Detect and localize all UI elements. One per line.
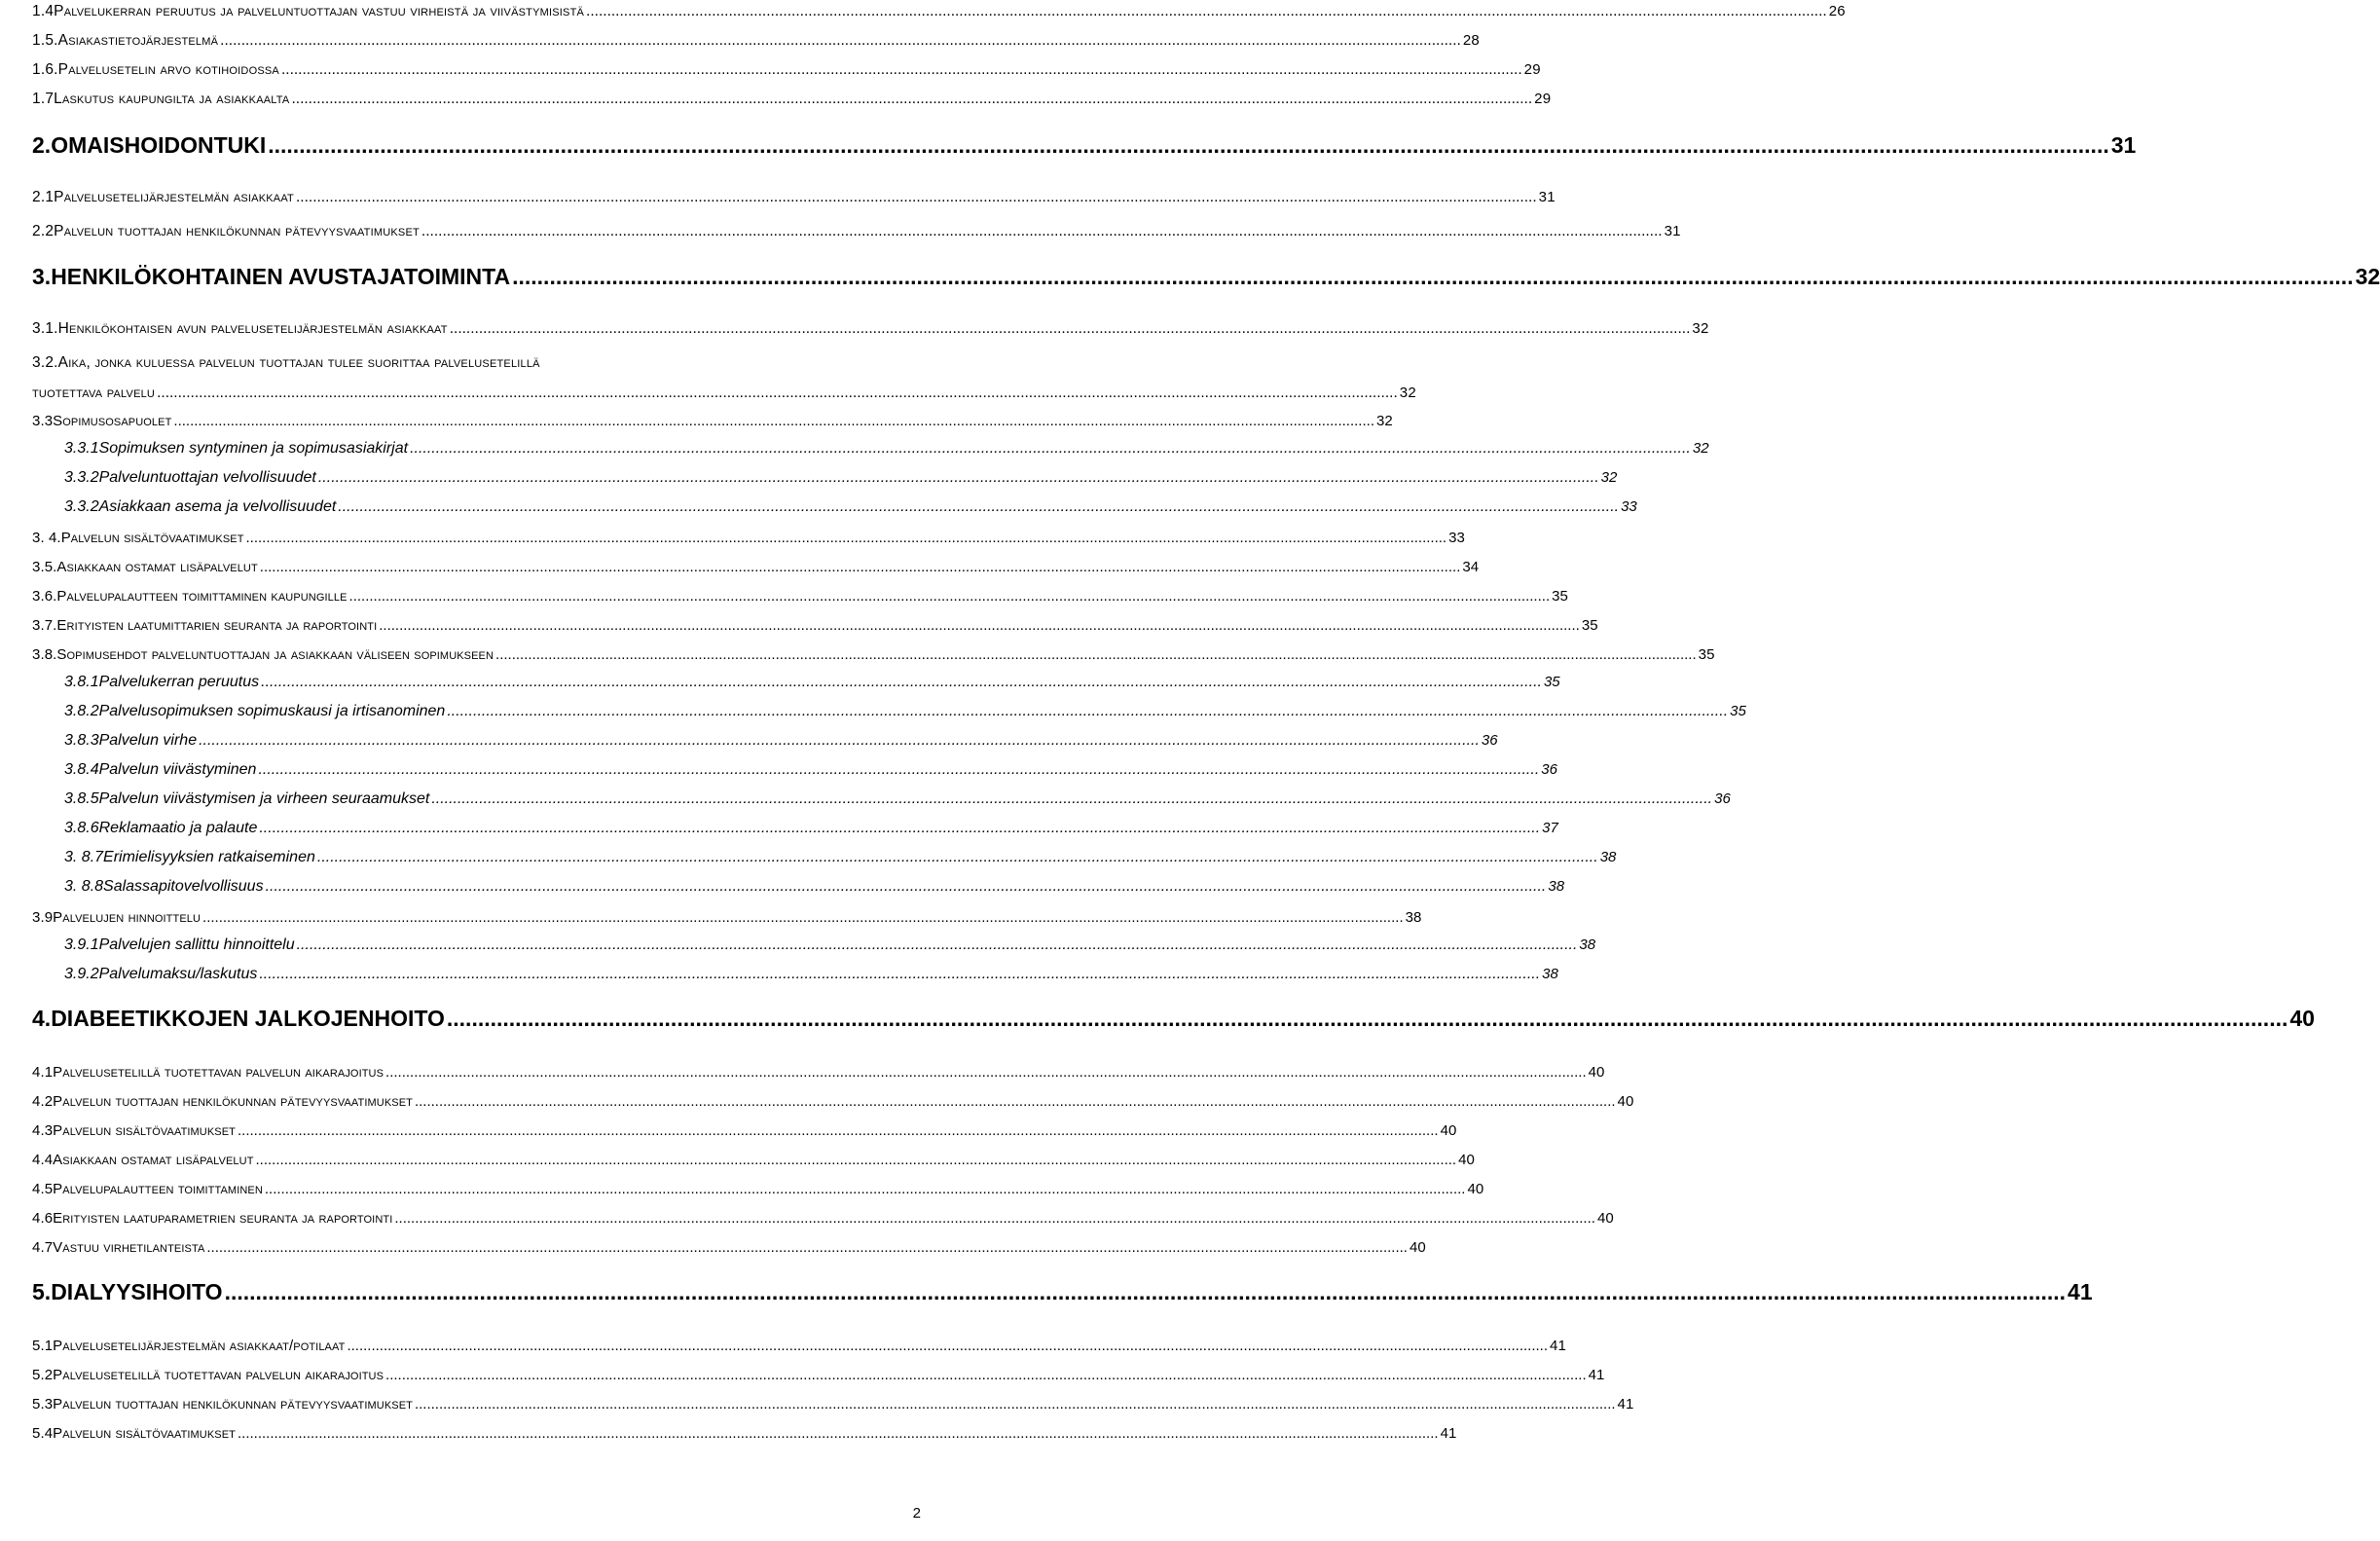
toc-entry-page: 36	[1714, 790, 1731, 807]
toc-entry-number: 3.8.6	[64, 820, 99, 836]
toc-entry-number: 5.4	[32, 1425, 54, 1442]
toc-entry[interactable]	[32, 32, 1480, 50]
dot-leader	[318, 469, 1599, 487]
toc-entry[interactable]	[32, 354, 923, 372]
dot-leader	[379, 617, 1580, 634]
toc-entry-page: 29	[1523, 61, 1541, 78]
toc-entry-number: 3.3.2	[64, 498, 99, 515]
toc-entry-page: 41	[1550, 1338, 1566, 1354]
toc-entry-number: 2.2	[32, 223, 55, 239]
dot-leader	[421, 223, 1663, 240]
dot-leader	[206, 1239, 1408, 1256]
toc-entry-title: Erityisten laatuparametrien seuranta ja raportointi	[53, 1210, 393, 1227]
toc-entry-number: 5.1	[32, 1338, 54, 1354]
toc-entry-number: 3.8.	[32, 646, 57, 663]
toc-entry-number: 3. 4.	[32, 530, 61, 546]
toc-entry-page: 36	[1481, 732, 1498, 749]
toc-entry-title: Asiakkaan ostamat lisäpalvelut	[53, 1152, 254, 1168]
toc-entry-number: 3.7.	[32, 617, 57, 634]
toc-entry-title: Palvelun tuottajan henkilökunnan pätevyysvaatimukset	[54, 223, 420, 239]
toc-entry-title: Palvelusetelin arvo kotihoidossa	[57, 61, 279, 78]
toc-entry-number: 4.7	[32, 1239, 54, 1256]
toc-entry-number: 3.8.3	[64, 732, 99, 749]
toc-entry-title: Palvelun tuottajan henkilökunnan pätevyysvaatimukset	[53, 1093, 413, 1110]
toc-entry-title: Palvelusetelillä tuotettavan palvelun aikarajoitus	[53, 1064, 384, 1081]
toc-entry-title: tuotettava palvelu	[32, 385, 156, 401]
toc-entry-page: 40	[1617, 1093, 1634, 1110]
toc-entry-title: Erityisten laatumittarien seuranta ja raportointi	[56, 617, 378, 634]
toc-entry[interactable]	[32, 617, 1598, 634]
toc-entry-page: 38	[1542, 966, 1558, 982]
toc-entry-number: 3.	[32, 264, 52, 289]
toc-entry-page: 40	[1596, 1210, 1614, 1227]
toc-entry-number: 3.3	[32, 413, 54, 429]
dot-leader	[447, 703, 1728, 720]
toc-entry-title: Palvelun sisältövaatimukset	[53, 1425, 236, 1442]
dot-leader	[410, 440, 1691, 458]
toc-entry[interactable]	[32, 1367, 1605, 1383]
toc-entry[interactable]	[64, 878, 1565, 896]
toc-entry[interactable]	[32, 1210, 1614, 1227]
toc-entry-page: 28	[1462, 32, 1480, 49]
toc-entry-title: Sopimuksen syntyminen ja sopimusasiakirjat	[98, 440, 409, 457]
toc-entry-number: 5.3	[32, 1396, 54, 1413]
toc-entry[interactable]	[32, 559, 1480, 575]
toc-entry-number: 3.5.	[32, 559, 57, 575]
dot-leader	[385, 1064, 1587, 1081]
toc-entry-page: 38	[1579, 936, 1596, 953]
dot-leader	[297, 936, 1578, 954]
dot-leader	[415, 1396, 1616, 1413]
toc-entry-page: 33	[1448, 530, 1465, 546]
toc-entry-number: 5.2	[32, 1367, 54, 1383]
toc-entry[interactable]	[32, 1064, 1605, 1081]
toc-entry-page: 37	[1542, 820, 1558, 836]
toc-entry-title: Sopimusehdot palveluntuottajan ja asiakkaan väliseen sopimukseen	[56, 646, 494, 663]
toc-entry[interactable]	[32, 91, 1552, 108]
toc-entry-page: 31	[1538, 189, 1556, 205]
toc-entry-title: Palvelun virhe	[98, 732, 198, 749]
toc-entry-page: 29	[1534, 91, 1552, 107]
toc-entry-page: 32	[1600, 469, 1618, 486]
dot-leader	[220, 32, 1461, 50]
toc-entry[interactable]	[32, 588, 1568, 605]
toc-entry-page: 41	[1588, 1367, 1605, 1383]
toc-entry-page: 38	[1405, 909, 1422, 926]
toc-entry-title: Palvelumaksu/laskutus	[98, 966, 258, 982]
dot-leader	[512, 264, 2353, 290]
toc-entry[interactable]	[64, 674, 1560, 691]
toc-entry-page: 32	[2355, 264, 2380, 289]
dot-leader	[268, 132, 2108, 159]
dot-leader	[349, 588, 1551, 605]
toc-entry[interactable]	[32, 61, 1541, 79]
toc-entry-title: OMAISHOIDONTUKI	[51, 132, 267, 158]
dot-leader	[238, 1425, 1439, 1442]
dot-leader	[258, 761, 1539, 779]
toc-entry-title: Palvelun sisältövaatimukset	[60, 530, 244, 546]
dot-leader	[296, 189, 1537, 206]
dot-leader	[259, 966, 1540, 983]
dot-leader	[259, 820, 1540, 837]
toc-entry[interactable]	[64, 498, 1637, 516]
toc-entry-number: 1.4	[32, 3, 55, 19]
toc-entry-page: 32	[1375, 413, 1393, 429]
toc-entry-title: Aika, jonka kuluessa palvelun tuottajan tulee suorittaa palvelusetelillä	[57, 354, 540, 371]
toc-entry[interactable]	[32, 1181, 1484, 1197]
dot-leader	[266, 878, 1547, 896]
dot-leader	[317, 849, 1598, 866]
toc-entry-title: Sopimusosapuolet	[53, 413, 172, 429]
toc-entry[interactable]	[32, 1338, 1566, 1354]
toc-entry-title: DIABEETIKKOJEN JALKOJENHOITO	[51, 1006, 445, 1031]
toc-entry-title: Palvelusetelijärjestelmän asiakkaat/potilaat	[53, 1338, 346, 1354]
toc-entry-number: 3.9.2	[64, 966, 99, 982]
toc-entry[interactable]	[32, 646, 1715, 663]
dot-leader	[256, 1152, 1457, 1168]
dot-leader	[431, 790, 1712, 808]
toc-entry-title: Palvelun viivästyminen	[98, 761, 257, 778]
toc-entry[interactable]	[32, 1152, 1475, 1168]
toc-entry-title: Palvelusopimuksen sopimuskausi ja irtisanominen	[98, 703, 446, 719]
toc-entry[interactable]	[32, 1396, 1634, 1413]
toc-entry-title: Asiakkaan asema ja velvollisuudet	[98, 498, 337, 515]
toc-entry[interactable]	[32, 264, 2380, 290]
toc-entry-page: 33	[1621, 498, 1637, 515]
toc-entry[interactable]	[64, 703, 1746, 720]
toc-entry-number: 5.	[32, 1279, 52, 1304]
dot-leader	[246, 530, 1447, 546]
toc-entry-page: 32	[1692, 320, 1709, 337]
dot-leader	[281, 61, 1522, 79]
toc-entry-number: 4.	[32, 1006, 52, 1031]
toc-entry-number: 3.8.1	[64, 674, 99, 690]
toc-entry[interactable]	[64, 936, 1596, 954]
toc-entry-title: Palvelukerran peruutus	[98, 674, 260, 690]
toc-entry-number: 3.9.1	[64, 936, 99, 953]
toc-entry-title: Salassapitovelvollisuus	[103, 878, 264, 895]
toc-entry-title: Palvelupalautteen toimittaminen	[53, 1181, 263, 1197]
toc-entry-page: 32	[1399, 385, 1416, 401]
toc-entry-page: 38	[1599, 849, 1617, 865]
toc-entry[interactable]	[32, 1239, 1426, 1256]
toc-entry-page: 34	[1462, 559, 1480, 575]
toc-entry-number: 3.1.	[32, 320, 58, 337]
toc-entry-page: 40	[1409, 1239, 1426, 1256]
toc-entry-number: 1.6.	[32, 61, 58, 78]
toc-entry-page: 41	[1440, 1425, 1457, 1442]
toc-entry-title: Palvelun sisältövaatimukset	[53, 1122, 236, 1139]
toc-entry-title: Asiakkaan ostamat lisäpalvelut	[56, 559, 258, 575]
toc-entry-number: 4.1	[32, 1064, 54, 1081]
toc-entry-page: 35	[1730, 703, 1746, 719]
toc-entry-page: 32	[1692, 440, 1709, 457]
dot-leader	[225, 1279, 2066, 1305]
dot-leader	[202, 909, 1404, 926]
toc-entry[interactable]	[32, 132, 2137, 159]
toc-entry-title: DIALYYSIHOITO	[51, 1279, 223, 1304]
toc-entry-number: 3.8.4	[64, 761, 99, 778]
dot-leader	[447, 1006, 2288, 1032]
dot-leader	[238, 1122, 1439, 1139]
toc-entry-title: Palvelun viivästymisen ja virheen seuraamukset	[98, 790, 430, 807]
toc-entry-page: 35	[1552, 588, 1568, 605]
toc-entry[interactable]	[32, 1279, 2093, 1305]
toc-entry-number: 3.3.2	[64, 469, 99, 486]
toc-entry[interactable]	[32, 320, 1709, 338]
dot-leader	[394, 1210, 1595, 1227]
toc-entry[interactable]	[64, 761, 1557, 779]
toc-entry[interactable]	[64, 966, 1558, 983]
toc-entry-page: 41	[2068, 1279, 2093, 1304]
toc-entry-title: Palvelujen sallittu hinnoittelu	[98, 936, 295, 953]
toc-entry-page: 35	[1698, 646, 1715, 663]
toc-entry-number: 3.9	[32, 909, 54, 926]
toc-entry-title: Asiakastietojärjestelmä	[57, 32, 219, 49]
toc-entry-number: 1.7	[32, 91, 55, 107]
dot-leader	[495, 646, 1697, 663]
dot-leader	[347, 1338, 1548, 1354]
toc-entry-page: 35	[1581, 617, 1598, 634]
toc-entry-page: 26	[1828, 3, 1846, 19]
toc-entry-page: 40	[1588, 1064, 1605, 1081]
toc-entry-number: 2.	[32, 132, 52, 158]
toc-entry[interactable]	[32, 909, 1422, 926]
toc-entry-title: Vastuu virhetilanteista	[53, 1239, 205, 1256]
toc-entry-title: Palvelusetelillä tuotettavan palvelun aikarajoitus	[53, 1367, 384, 1383]
toc-entry-number: 3.6.	[32, 588, 57, 605]
toc-entry-number: 4.4	[32, 1152, 54, 1168]
toc-entry[interactable]	[64, 732, 1498, 750]
toc-entry-page: 40	[1467, 1181, 1484, 1197]
toc-entry-title: HENKILÖKOHTAINEN AVUSTAJATOIMINTA	[51, 264, 511, 289]
toc-entry-title: Palvelusetelijärjestelmän asiakkaat	[54, 189, 294, 205]
dot-leader	[450, 320, 1691, 338]
toc-entry[interactable]	[32, 223, 1681, 240]
toc-entry[interactable]	[32, 530, 1465, 546]
toc-entry-page: 40	[1458, 1152, 1475, 1168]
toc-entry-title: Palvelun tuottajan henkilökunnan pätevyysvaatimukset	[53, 1396, 413, 1413]
page-number: 2	[912, 1505, 921, 1522]
toc-entry-page: 40	[1440, 1122, 1457, 1139]
dot-leader	[260, 559, 1461, 575]
toc-entry-title: Palvelujen hinnoittelu	[53, 909, 201, 926]
toc-entry-number: 3. 8.7	[64, 849, 104, 865]
toc-entry[interactable]	[64, 790, 1731, 808]
toc-entry-number: 3.8.2	[64, 703, 99, 719]
toc-entry[interactable]	[32, 1093, 1634, 1110]
toc-entry-page: 40	[2289, 1006, 2315, 1031]
dot-leader	[261, 674, 1542, 691]
toc-entry-page: 35	[1543, 674, 1560, 690]
toc-entry[interactable]	[32, 1006, 2315, 1032]
toc-entry-title: Laskutus kaupungilta ja asiakkaalta	[54, 91, 290, 107]
toc-entry-number: 4.5	[32, 1181, 54, 1197]
toc-entry[interactable]	[64, 820, 1558, 837]
dot-leader	[586, 3, 1827, 20]
toc-entry-number: 4.3	[32, 1122, 54, 1139]
toc-entry[interactable]	[32, 189, 1556, 206]
toc-entry-number: 2.1	[32, 189, 55, 205]
dot-leader	[291, 91, 1532, 108]
toc-entry-number: 1.5.	[32, 32, 58, 49]
toc-entry-page: 41	[1617, 1396, 1634, 1413]
toc-entry[interactable]	[32, 1425, 1457, 1442]
toc-entry[interactable]	[64, 469, 1618, 487]
toc-entry[interactable]	[64, 440, 1709, 458]
dot-leader	[157, 385, 1398, 402]
toc-entry-number: 4.2	[32, 1093, 54, 1110]
toc-entry-page: 31	[1664, 223, 1681, 239]
toc-entry[interactable]	[64, 849, 1617, 866]
toc-entry-number: 3.2.	[32, 354, 58, 371]
toc-entry-number: 4.6	[32, 1210, 54, 1227]
toc-entry-title: Palvelukerran peruutus ja palveluntuottajan vastuu virheistä ja viivästymisistä	[54, 3, 585, 19]
toc-entry-number: 3. 8.8	[64, 878, 104, 895]
toc-entry[interactable]	[32, 385, 1416, 402]
toc-entry[interactable]	[32, 1122, 1457, 1139]
toc-entry-page: 31	[2110, 132, 2137, 158]
toc-entry[interactable]	[32, 413, 1393, 429]
dot-leader	[199, 732, 1480, 750]
toc-entry-page: 38	[1548, 878, 1565, 895]
dot-leader	[415, 1093, 1616, 1110]
dot-leader	[338, 498, 1619, 516]
dot-leader	[173, 413, 1374, 429]
toc-entry-number: 3.3.1	[64, 440, 99, 457]
dot-leader	[265, 1181, 1466, 1197]
toc-entry-number: 3.8.5	[64, 790, 99, 807]
toc-entry-title: Palvelupalautteen toimittaminen kaupungille	[56, 588, 348, 605]
toc-entry[interactable]	[32, 3, 1846, 20]
dot-leader	[385, 1367, 1587, 1383]
toc-entry-title: Henkilökohtaisen avun palvelusetelijärjestelmän asiakkaat	[57, 320, 448, 337]
toc-entry-title: Erimielisyyksien ratkaiseminen	[103, 849, 315, 865]
toc-entry-page: 36	[1541, 761, 1557, 778]
toc-entry-title: Palveluntuottajan velvollisuudet	[98, 469, 316, 486]
toc-entry-title: Reklamaatio ja palaute	[98, 820, 258, 836]
